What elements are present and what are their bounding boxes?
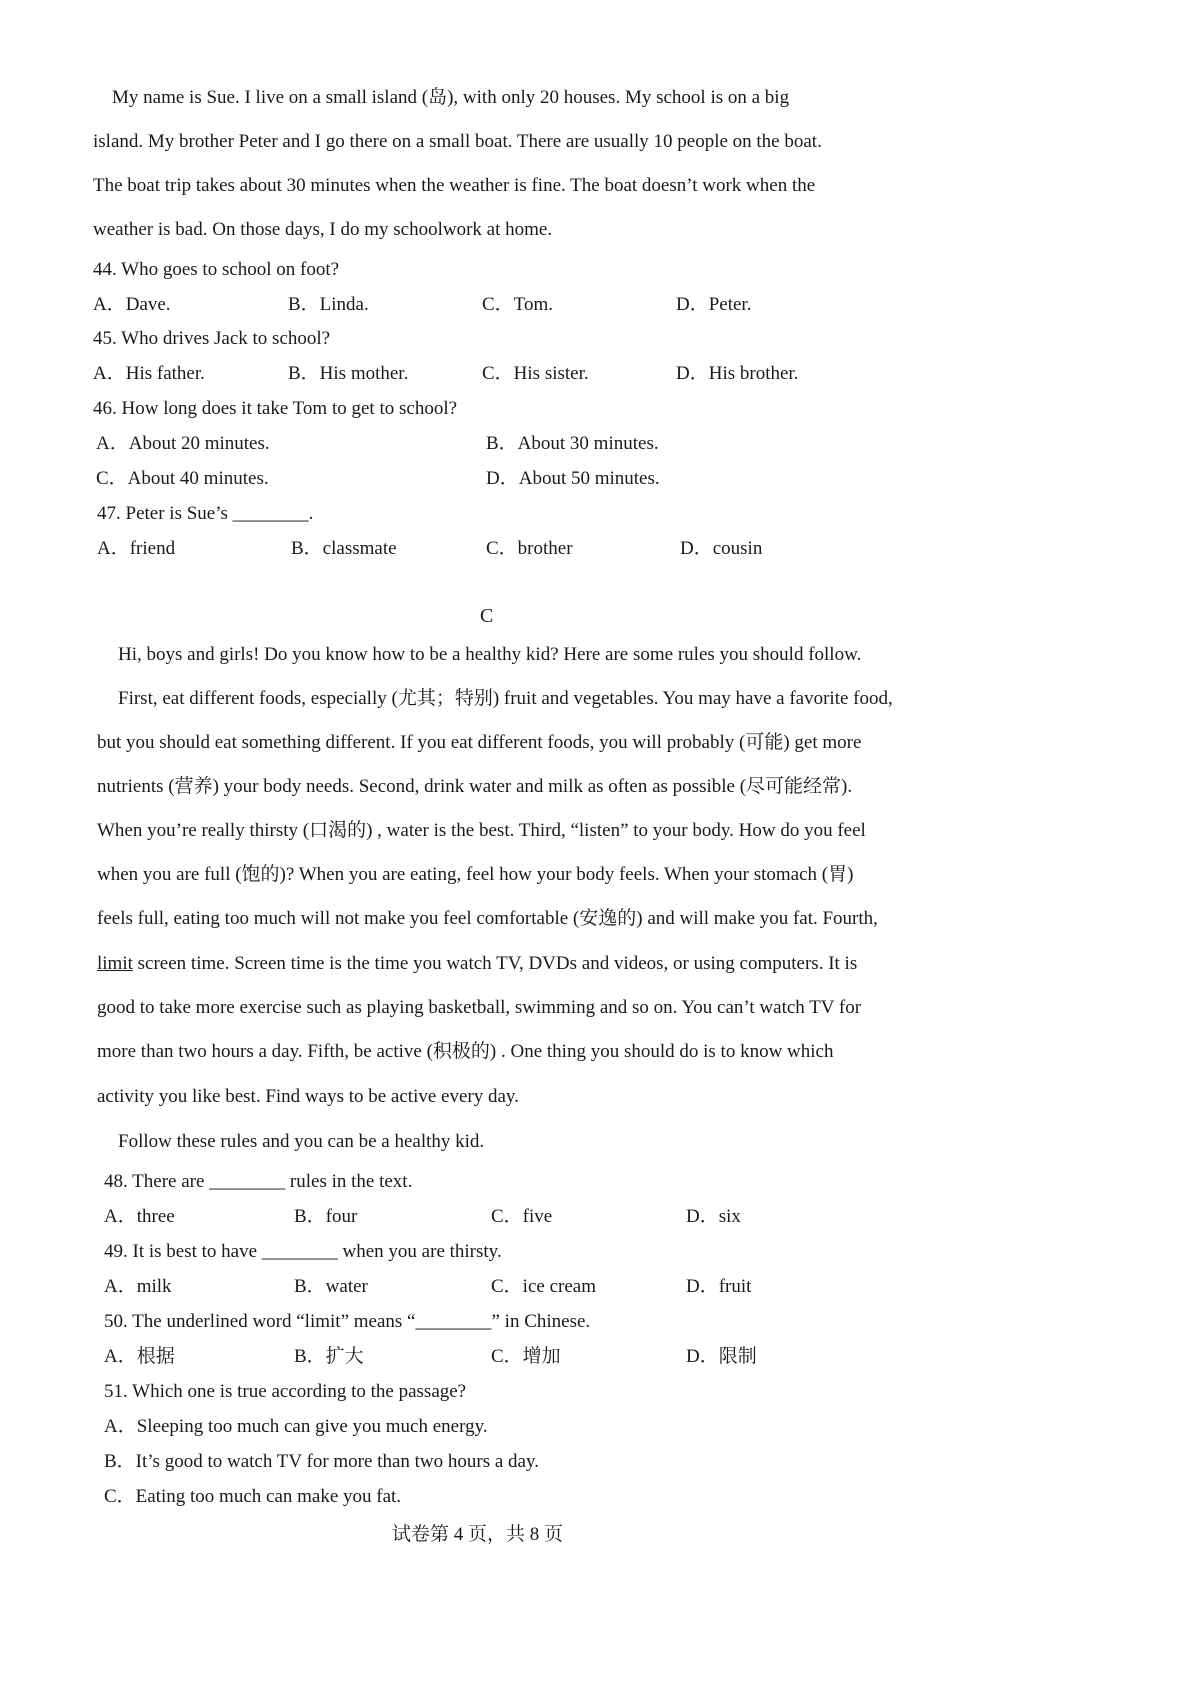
question-48-option-d[interactable]: D．six: [686, 1206, 741, 1227]
question-51-option-c[interactable]: C．Eating too much can make you fat.: [104, 1486, 402, 1507]
section-c-heading: C: [480, 605, 494, 627]
passage-c-line-8: [97, 952, 857, 976]
passage-b-line-4: weather is bad. On those days, I do my schoolwork at home.: [93, 219, 553, 240]
question-50-stem: 50. The underlined word “limit” means “________” in Chinese.: [104, 1311, 591, 1332]
question-46-option-c[interactable]: C．About 40 minutes.: [96, 468, 269, 489]
question-48-stem: 48. There are ________ rules in the text.: [104, 1171, 413, 1192]
question-47-option-c[interactable]: C．brother: [486, 538, 573, 559]
question-44-option-c[interactable]: C．Tom.: [482, 294, 553, 315]
question-46-option-a[interactable]: A．About 20 minutes.: [96, 433, 270, 454]
question-46-option-b[interactable]: B．About 30 minutes.: [486, 433, 659, 454]
passage-c-line-12: Follow these rules and you can be a healthy kid.: [118, 1131, 485, 1152]
question-46-option-d[interactable]: D．About 50 minutes.: [486, 468, 660, 489]
passage-c-line-11: activity you like best. Find ways to be active every day.: [97, 1086, 519, 1107]
question-45-option-b[interactable]: B．His mother.: [288, 363, 409, 384]
passage-c-line-8-rest: screen time. Screen time is the time you watch TV, DVDs and videos, or using computers. It is: [132, 953, 858, 974]
page-footer: 试卷第 4 页，共 8 页: [392, 1524, 564, 1545]
underlined-word-limit: limit: [97, 953, 133, 974]
question-45-option-a[interactable]: A．His father.: [93, 363, 205, 384]
passage-c-line-4: nutrients (营养) your body needs. Second, drink water and milk as often as possible (尽可能经常).: [97, 776, 853, 797]
passage-b-line-2: island. My brother Peter and I go there on a small boat. There are usually 10 people on the boat.: [93, 131, 822, 152]
question-49-option-a[interactable]: A．milk: [104, 1276, 172, 1297]
question-46-stem: 46. How long does it take Tom to get to school?: [93, 398, 458, 419]
question-50-option-a[interactable]: A．根据: [104, 1346, 175, 1367]
question-47-option-a[interactable]: A．friend: [97, 538, 176, 559]
question-45-stem: 45. Who drives Jack to school?: [93, 328, 331, 349]
passage-c-line-6: when you are full (饱的)? When you are eating, feel how your body feels. When your stomach (胃): [97, 864, 854, 885]
question-44-option-d[interactable]: D．Peter.: [676, 294, 752, 315]
question-47-stem: 47. Peter is Sue’s ________.: [97, 503, 314, 524]
question-44-stem: 44. Who goes to school on foot?: [93, 259, 340, 280]
passage-c-line-1: Hi, boys and girls! Do you know how to be a healthy kid? Here are some rules you should follow.: [118, 644, 862, 665]
question-48-option-a[interactable]: A．three: [104, 1206, 175, 1227]
question-49-option-b[interactable]: B．water: [294, 1276, 368, 1297]
passage-c-line-2: First, eat different foods, especially (尤其；特别) fruit and vegetables. You may have a favorite food,: [118, 688, 893, 709]
question-50-option-c[interactable]: C．增加: [491, 1346, 561, 1367]
question-44-option-a[interactable]: A．Dave.: [93, 294, 171, 315]
passage-b-line-1: My name is Sue. I live on a small island (岛), with only 20 houses. My school is on a big: [112, 87, 790, 108]
passage-b-line-3: The boat trip takes about 30 minutes when the weather is fine. The boat doesn’t work when the: [93, 175, 816, 196]
question-49-stem: 49. It is best to have ________ when you are thirsty.: [104, 1241, 502, 1262]
question-50-option-d[interactable]: D．限制: [686, 1346, 757, 1367]
question-49-option-c[interactable]: C．ice cream: [491, 1276, 596, 1297]
passage-c-line-3: but you should eat something different. If you eat different foods, you will probably (可能) get more: [97, 732, 862, 753]
question-49-option-d[interactable]: D．fruit: [686, 1276, 752, 1297]
passage-c-line-5: When you’re really thirsty (口渴的) , water is the best. Third, “listen” to your body. How do you feel: [97, 820, 866, 841]
question-51-option-b[interactable]: B．It’s good to watch TV for more than two hours a day.: [104, 1451, 539, 1472]
question-51-stem: 51. Which one is true according to the passage?: [104, 1381, 467, 1402]
passage-c-line-9: good to take more exercise such as playing basketball, swimming and so on. You can’t watch TV for: [97, 997, 862, 1018]
question-45-option-c[interactable]: C．His sister.: [482, 363, 589, 384]
question-48-option-b[interactable]: B．four: [294, 1206, 358, 1227]
question-45-option-d[interactable]: D．His brother.: [676, 363, 799, 384]
question-44-option-b[interactable]: B．Linda.: [288, 294, 369, 315]
question-51-option-a[interactable]: A．Sleeping too much can give you much energy.: [104, 1416, 488, 1437]
question-48-option-c[interactable]: C．five: [491, 1206, 553, 1227]
question-50-option-b[interactable]: B．扩大: [294, 1346, 364, 1367]
question-47-option-b[interactable]: B．classmate: [291, 538, 397, 559]
passage-c-line-7: feels full, eating too much will not make you feel comfortable (安逸的) and will make you fat. Fourth,: [97, 908, 878, 929]
question-47-option-d[interactable]: D．cousin: [680, 538, 763, 559]
passage-c-line-10: more than two hours a day. Fifth, be active (积极的) . One thing you should do is to know which: [97, 1041, 834, 1062]
